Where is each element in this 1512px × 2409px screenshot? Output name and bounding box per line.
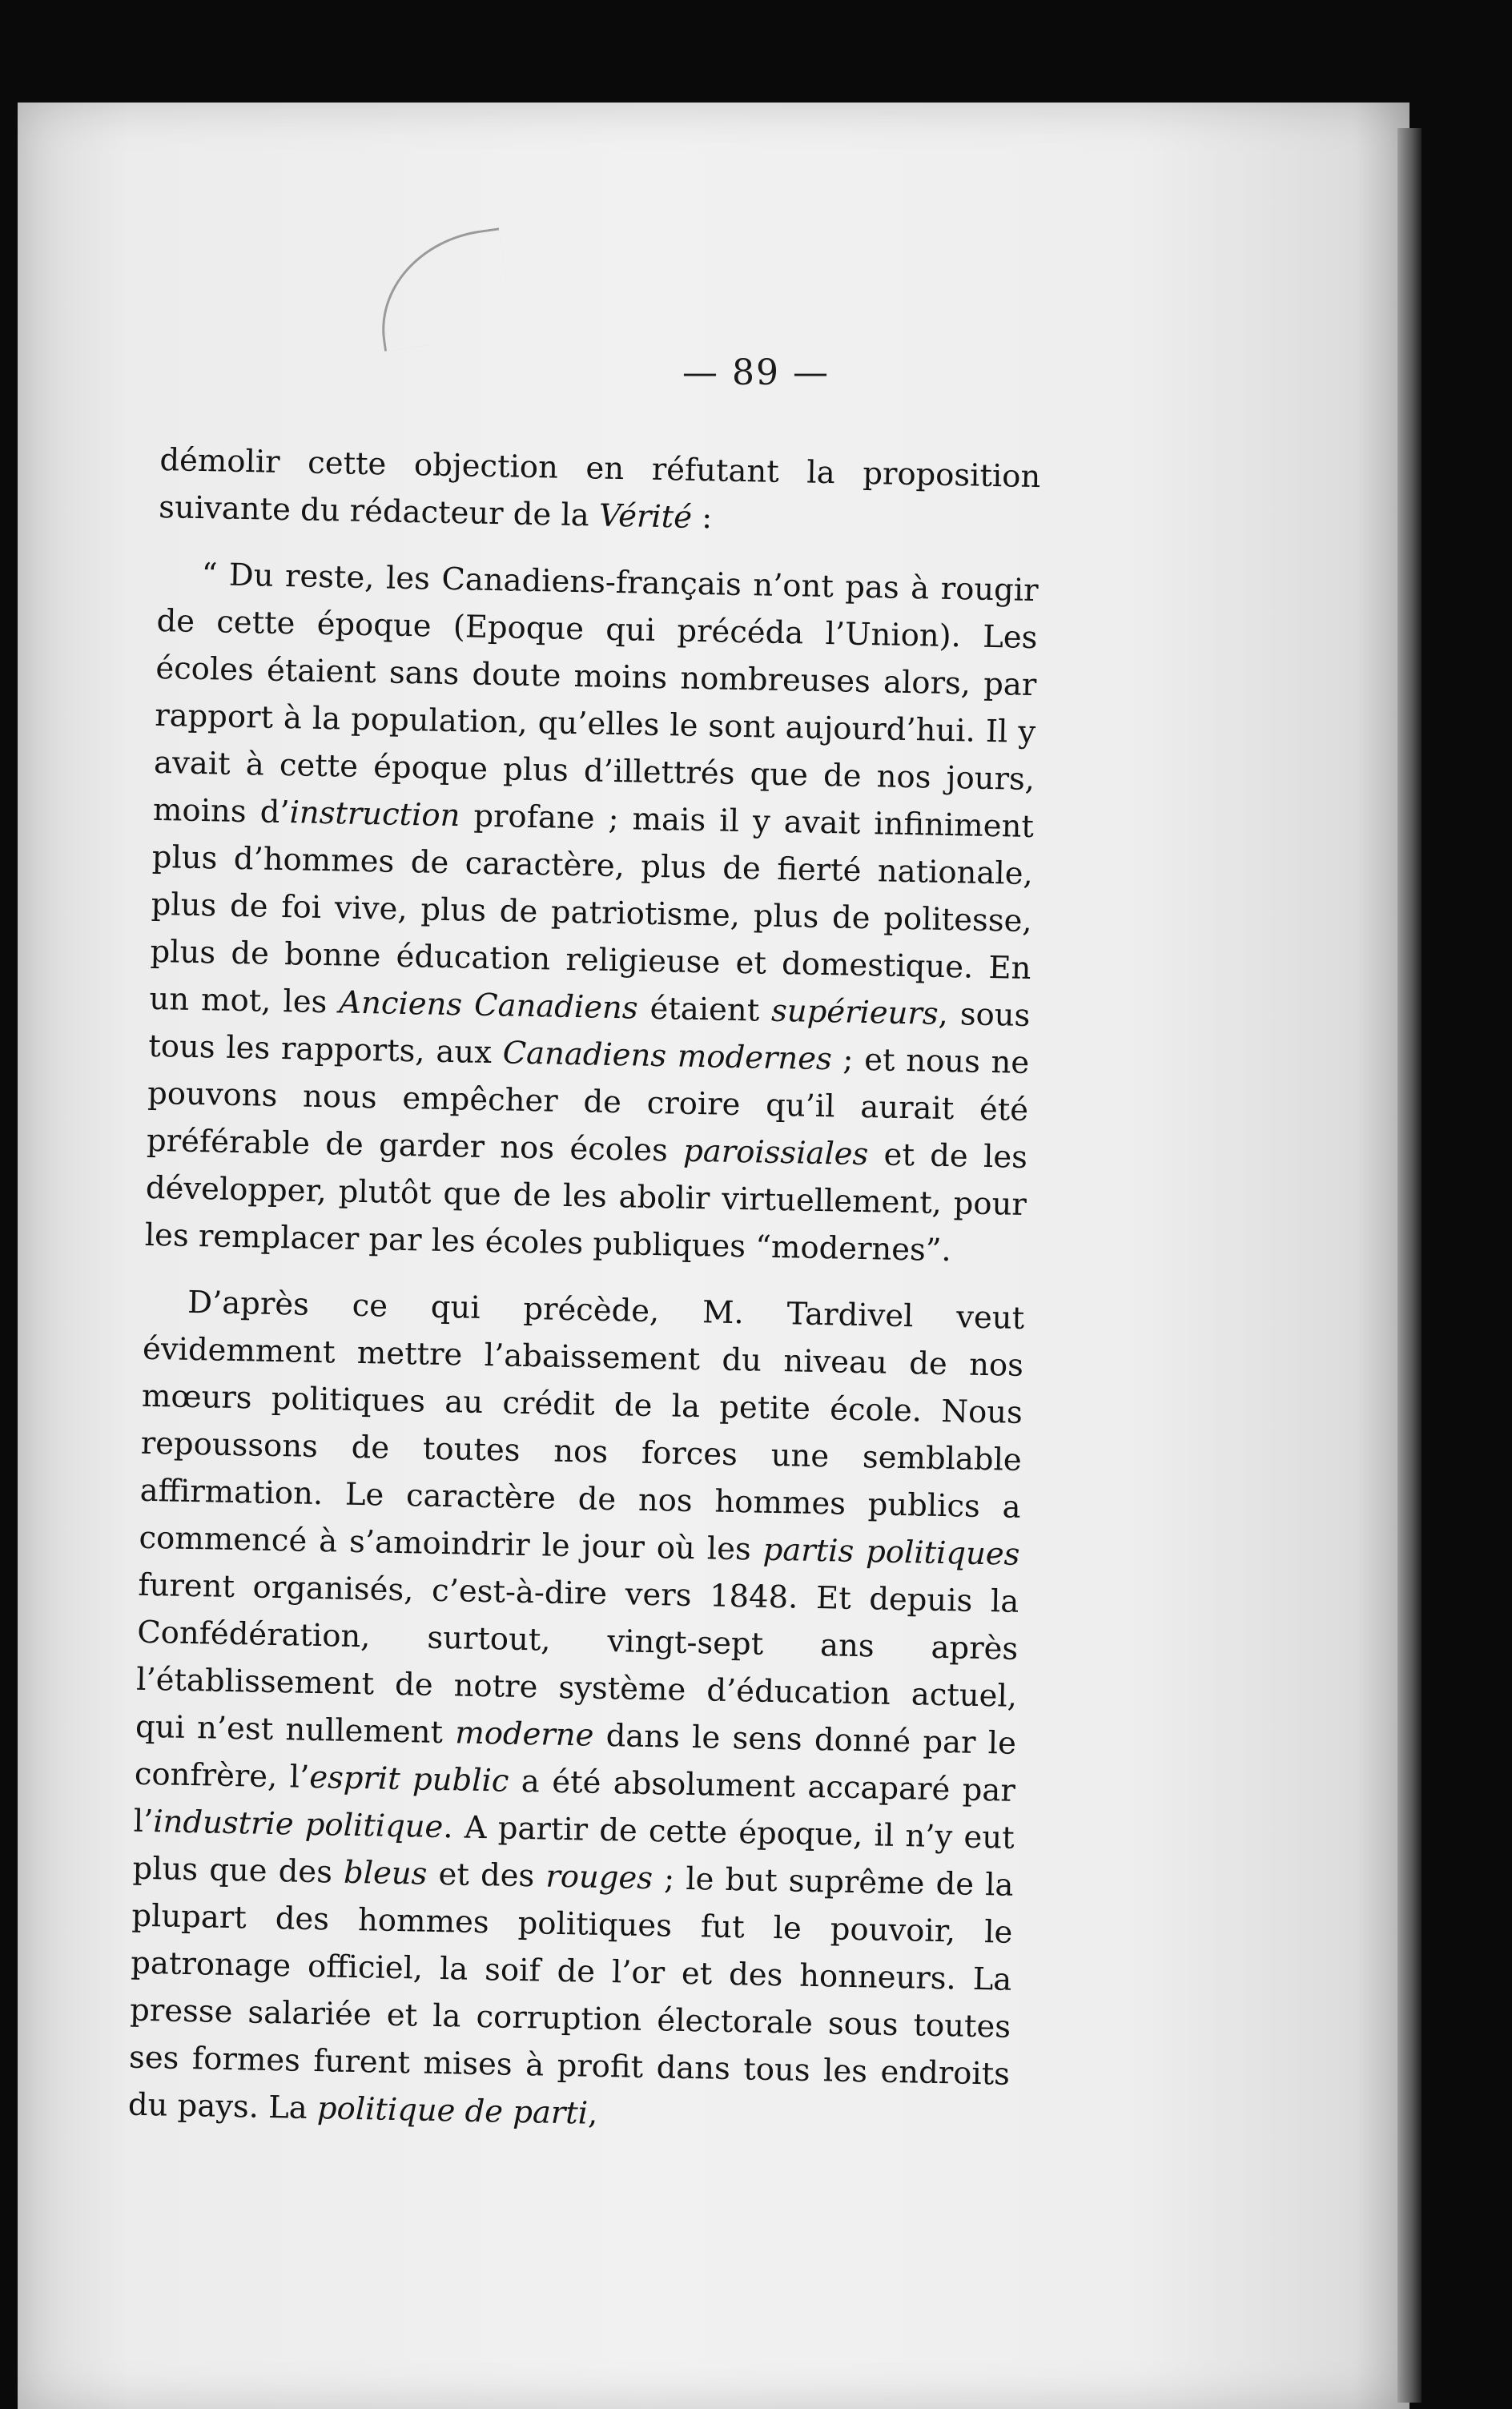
quotation-paragraph: “ Du reste, les Canadiens-français n’ont pas à rougir de cette époque (Epoque qui précéda l’Union). Les écoles étaient sans doute moins nombreuses alors, par rapport à la population, qu’elles le sont aujourd’hui. Il y avait à cette époque plus d’illettrés que de nos jours, moins d’instruction profane ; mais il y avait infiniment plus d’hommes de caractère, plus de fierté nationale, plus de foi vive, plus de patriotisme, plus de politesse, plus de bonne éducation religieuse et domestique. En un mot, les Anciens Canadiens étaient supérieurs, sous tous les rapports, aux Canadiens modernes ; et nous ne pouvons nous empêcher de croire qu’il aurait été préférable de garder nos écoles paroissiales et de les développer, plutôt que de les abolir virtuellement, pour les remplacer par les écoles publiques “modernes”. bbox=[144, 557, 1039, 1269]
page-edge-shadow bbox=[1397, 128, 1422, 2403]
italic-verite: Vérité bbox=[598, 497, 693, 536]
paragraph-intro: démolir cette objection en réfutant la proposition suivante du rédacteur de la Vérité : bbox=[158, 441, 1041, 537]
page-body bbox=[127, 436, 1040, 2146]
page-number: — 89 — bbox=[682, 352, 830, 393]
commentary-paragraph: D’après ce qui précède, M. Tardivel veut évidemment mettre l’abaissement du niveau de nos mœurs politiques au crédit de la petite école. Nous repoussons de toutes nos forces une semblable affirmation. Le caractère de nos hommes publics a commencé à s’amoindrir le jour où les partis politiques furent organisés, c’est-à-dire vers 1848. Et depuis la Confédération, surtout, vingt-sept ans après l’établissement de notre système d’éducation actuel, qui n’est nullement moderne dans le sens donné par le confrère, l’esprit public a été absolument accaparé par l’industrie politique. A partir de cette époque, il n’y eut plus que des bleus et des rouges ; le but suprême de la plupart des hommes politiques fut le pouvoir, le patronage officiel, la soif de l’or et des honneurs. La presse salariée et la corruption électorale sous toutes ses formes furent mises à profit dans tous les endroits du pays. La politique de parti, bbox=[127, 1284, 1025, 2132]
